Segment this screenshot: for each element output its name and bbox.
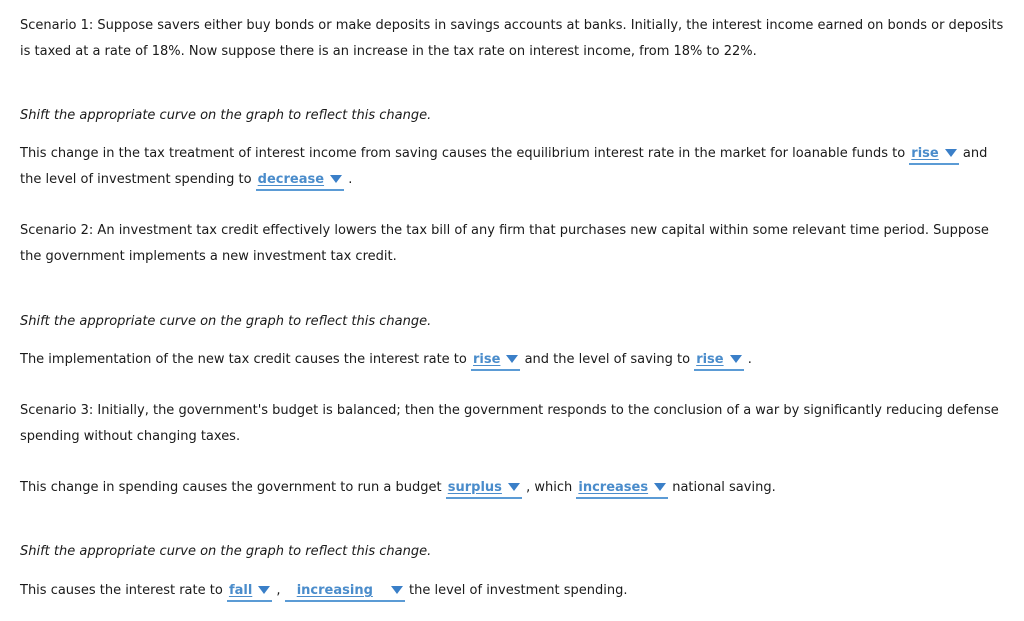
dropdown-value: rise [911, 146, 939, 161]
question-text: national saving. [672, 480, 776, 495]
dropdown-value: fall [228, 583, 253, 598]
scenario-3-question-2 [20, 578, 1005, 604]
dropdown-arrow-icon [945, 149, 957, 157]
question-text: , [276, 583, 281, 598]
dropdown-value: decrease [257, 172, 325, 187]
scenario-3-instruction: Shift the appropriate curve on the graph to reflect this change. [20, 544, 432, 559]
investment-spending-dropdown[interactable] [256, 171, 344, 191]
national-saving-dropdown[interactable] [576, 479, 668, 499]
question-text: This causes the interest rate to [20, 583, 223, 598]
investment-change-dropdown[interactable] [285, 582, 405, 602]
interest-rate-dropdown[interactable] [471, 351, 520, 371]
scenario-2-instruction: Shift the appropriate curve on the graph to reflect this change. [20, 314, 432, 329]
saving-dropdown[interactable] [694, 351, 743, 371]
interest-rate-dropdown[interactable] [227, 582, 272, 602]
question-text: This change in the tax treatment of interest income from saving causes the equilibrium interest rate in the market for loanable funds to [20, 146, 906, 161]
question-text: the level of investment spending. [409, 583, 628, 598]
scenario-1-instruction: Shift the appropriate curve on the graph to reflect this change. [20, 108, 432, 123]
question-text: This change in spending causes the government to run a budget [20, 480, 442, 495]
dropdown-arrow-icon [506, 355, 518, 363]
dropdown-arrow-icon [654, 483, 666, 491]
dropdown-value: surplus [447, 480, 502, 495]
scenario-2-text: Scenario 2: An investment tax credit effectively lowers the tax bill of any firm that purchases new capital within some relevant time period. Suppose the government implements a new investment tax credit. [20, 223, 989, 264]
dropdown-arrow-icon [391, 586, 403, 594]
scenario-3-text: Scenario 3: Initially, the government's budget is balanced; then the government responds to the conclusion of a war by significantly reducing defense spending without changing taxes. [20, 403, 999, 444]
interest-rate-dropdown[interactable] [909, 145, 958, 165]
scenario-2-question [20, 347, 1005, 373]
question-text: and the level of saving to [524, 352, 691, 367]
dropdown-value: increasing [296, 583, 373, 598]
question-text: and the level of investment spending to [20, 146, 988, 187]
scenario-1-text: Scenario 1: Suppose savers either buy bonds or make deposits in savings accounts at banks. Initially, the interest income earned on bonds or deposits is taxed at a rate of 18%. Now suppose there is an increase in the tax rate on interest income, from 18% to 22%. [20, 18, 1004, 59]
dropdown-arrow-icon [730, 355, 742, 363]
dropdown-arrow-icon [508, 483, 520, 491]
budget-dropdown[interactable] [446, 479, 522, 499]
question-text: The implementation of the new tax credit causes the interest rate to [20, 352, 467, 367]
scenario-1-question [20, 141, 1005, 193]
dropdown-arrow-icon [330, 175, 342, 183]
dropdown-value: rise [473, 352, 501, 367]
dropdown-value: rise [696, 352, 724, 367]
dropdown-arrow-icon [258, 586, 270, 594]
question-text: . [348, 172, 353, 187]
dropdown-value: increases [578, 480, 649, 495]
question-text: , which [526, 480, 573, 495]
question-text: . [747, 352, 752, 367]
scenario-3-question [20, 475, 1005, 501]
